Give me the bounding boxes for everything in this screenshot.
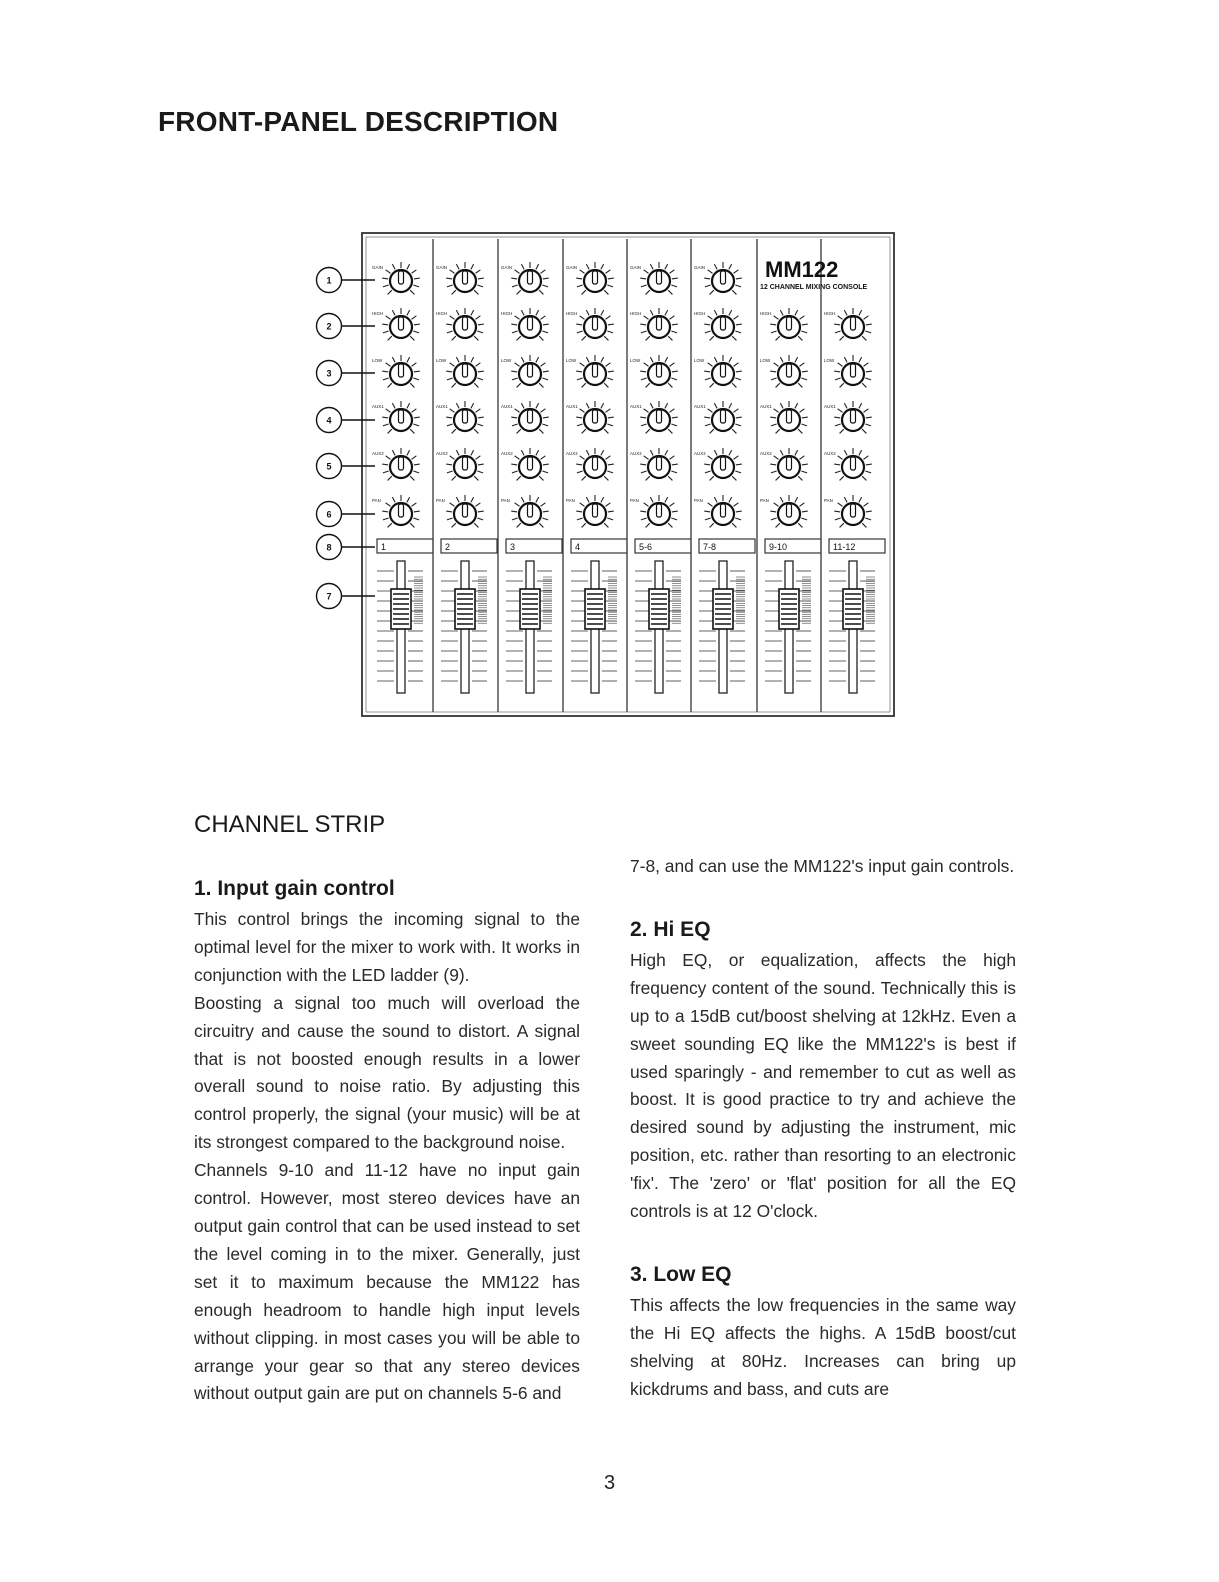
channel-label-box [635, 539, 691, 553]
callout-number: 4 [326, 415, 332, 426]
knob-label: AUX1 [566, 404, 578, 409]
channel-label-box [441, 539, 497, 553]
knob-label: LOW [566, 358, 577, 363]
channel-label-box [571, 539, 627, 553]
knob-label: LOW [372, 358, 383, 363]
knob-label: AUX2 [372, 451, 384, 456]
channel-label-box [506, 539, 562, 553]
channel-label-box [765, 539, 821, 553]
knob-label: GAIN [501, 265, 513, 270]
heading-low-eq: 3. Low EQ [630, 1262, 732, 1286]
knob-label: GAIN [630, 265, 642, 270]
left-column [194, 874, 580, 1408]
knob-label: HIGH [501, 311, 513, 316]
knob-label: LOW [501, 358, 512, 363]
knob-label: AUX2 [566, 451, 578, 456]
knob-label: AUX1 [436, 404, 448, 409]
model-name: MM122 [765, 257, 839, 282]
knob-label: LOW [760, 358, 771, 363]
channel-label-box [699, 539, 755, 553]
knob-label: HIGH [436, 311, 448, 316]
knob-label: AUX1 [372, 404, 384, 409]
knob-label: LOW [630, 358, 641, 363]
heading-input-gain: 1. Input gain control [194, 877, 395, 900]
channel-label: 2 [445, 542, 451, 552]
knob-label: AUX1 [630, 404, 642, 409]
paragraph-input-gain-3: Channels 9-10 and 11-12 have no input gain control. However, most stereo devices have an output gain control that can be used instead to set the level coming in to the mixer. Generally, just set it to maximum because the MM122 has enough headroom to handle high input levels without clipping. in most cases you will be able to arrange your gear so that any stereo devices without output gain are put on channels 5-6 and [194, 1160, 580, 1404]
channel-label: 1 [381, 542, 387, 552]
knob-label: HIGH [760, 311, 772, 316]
knob-label: PAN [436, 498, 445, 503]
callout-number: 7 [326, 591, 332, 602]
paragraph-input-gain-continued: 7-8, and can use the MM122's input gain controls. [630, 856, 1015, 876]
channel-label: 3 [510, 542, 516, 552]
knob-label: AUX2 [824, 451, 836, 456]
channel-label-box [377, 539, 433, 553]
page-number: 3 [603, 1472, 616, 1494]
section-title: CHANNEL STRIP [194, 811, 386, 838]
callout-number: 1 [326, 275, 332, 286]
knob-label: AUX1 [501, 404, 513, 409]
knob-label: LOW [694, 358, 705, 363]
knob-label: LOW [436, 358, 447, 363]
model-subtitle: 12 CHANNEL MIXING CONSOLE [760, 284, 868, 291]
channel-label: 11-12 [833, 542, 856, 552]
callout-number: 5 [326, 461, 332, 472]
knob-label: GAIN [694, 265, 706, 270]
knob-label: HIGH [372, 311, 384, 316]
callout-number: 3 [326, 368, 332, 379]
knob-label: AUX2 [501, 451, 513, 456]
knob-label: AUX2 [694, 451, 706, 456]
channel-label-box [829, 539, 885, 553]
heading-hi-eq: 2. Hi EQ [630, 917, 711, 941]
callout-number: 6 [326, 509, 332, 520]
paragraph-hi-eq: High EQ, or equalization, affects the high frequency content of the sound. Technically this is up to a 15dB cut/boost shelving at 12kHz. Even a sweet sounding EQ like the MM122's is best if used sparingly - and remember to cut as well as boost. It is good practice to try and achieve the desired sound by adjusting the instrument, mic position, etc. rather than resorting to an electronic 'fix'. The 'zero' or 'flat' position for all the EQ controls is at 12 O'clock. [630, 949, 1016, 1222]
panel-border [362, 233, 894, 716]
page-title: FRONT-PANEL DESCRIPTION [158, 106, 559, 137]
channel-label: 5-6 [639, 542, 653, 552]
knob-label: HIGH [824, 311, 836, 316]
knob-label: AUX1 [824, 404, 836, 409]
channel-label: 9-10 [769, 542, 788, 552]
knob-label: PAN [694, 498, 703, 503]
paragraph-input-gain-1: This control brings the incoming signal to the optimal level for the mixer to work with. It works in conjunction with the LED ladder (9). [194, 909, 580, 985]
knob-label: HIGH [630, 311, 642, 316]
knob-label: AUX2 [436, 451, 448, 456]
knob-label: GAIN [566, 265, 578, 270]
knob-label: LOW [824, 358, 835, 363]
knob-label: AUX2 [630, 451, 642, 456]
mixer-diagram [305, 225, 905, 725]
knob-label: AUX1 [694, 404, 706, 409]
knob-label: PAN [630, 498, 639, 503]
knob-label: HIGH [566, 311, 578, 316]
knob-label: GAIN [436, 265, 448, 270]
knob-label: PAN [824, 498, 833, 503]
paragraph-low-eq: This affects the low frequencies in the same way the Hi EQ affects the highs. A 15dB boost/cut shelving at 80Hz. Increases can bring up kickdrums and bass, and cuts are [630, 1294, 1016, 1399]
channel-label: 7-8 [703, 542, 717, 552]
knob-label: PAN [760, 498, 769, 503]
knob-label: PAN [501, 498, 510, 503]
callout-number: 2 [326, 321, 332, 332]
knob-label: HIGH [694, 311, 706, 316]
knob-label: GAIN [372, 265, 384, 270]
knob-label: AUX1 [760, 404, 772, 409]
callout-number: 8 [326, 542, 332, 553]
knob-label: PAN [566, 498, 575, 503]
paragraph-input-gain-2: Boosting a signal too much will overload the circuitry and cause the sound to distort. A signal that is not boosted enough results in a lower overall sound to noise ratio. By adjusting this control properly, the signal (your music) will be at its strongest compared to the background noise. [194, 992, 580, 1153]
mixer-front-panel-figure [305, 225, 905, 725]
right-column [630, 853, 1016, 1404]
knob-label: PAN [372, 498, 381, 503]
channel-label: 4 [575, 542, 581, 552]
knob-label: AUX2 [760, 451, 772, 456]
